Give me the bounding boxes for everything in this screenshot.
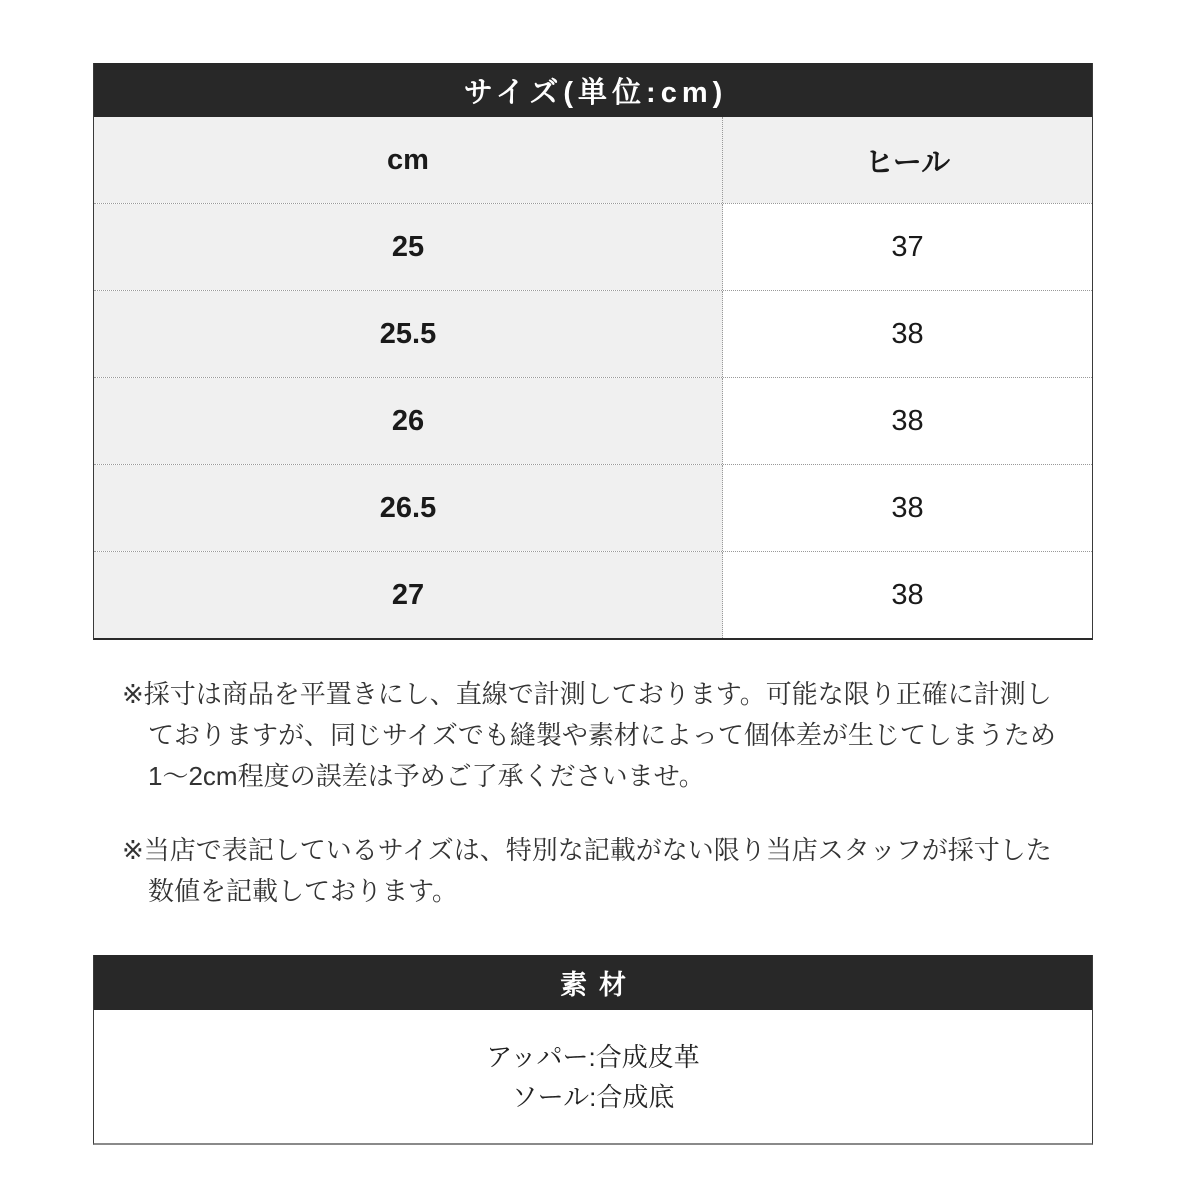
staff-measured-note [122,830,1082,912]
size-table-header-row [94,117,1092,203]
material-box [93,955,1093,1145]
size-table-title: サイズ(単位:cm) [463,76,728,109]
table-row [94,203,1092,290]
table-row [94,377,1092,464]
size-cell: 25.5 [94,291,723,377]
material-title: 素材 [560,970,638,1000]
note-line: 数値を記載しております。 [148,876,458,906]
heel-cell: 38 [723,552,1092,638]
size-cell: 27 [94,552,723,638]
notes-section [122,674,1082,912]
size-cell: 25 [94,204,723,290]
column-header-heel: ヒール [723,117,1092,203]
heel-cell: 38 [723,465,1092,551]
table-row [94,290,1092,377]
note-line: 1〜2cm程度の誤差は予めご了承くださいませ。 [148,761,705,791]
column-header-size: cm [94,117,723,203]
material-title-bar [94,955,1092,1010]
measurement-note [122,674,1082,797]
size-table-title-bar [94,63,1092,117]
material-upper: アッパー:合成皮革 [486,1041,700,1072]
heel-cell: 38 [723,291,1092,377]
heel-cell: 37 [723,204,1092,290]
size-cell: 26 [94,378,723,464]
size-cell: 26.5 [94,465,723,551]
note-line: ておりますが、同じサイズでも縫製や素材によって個体差が生じてしまうため [148,720,1056,750]
size-table [93,63,1093,640]
material-sole: ソール:合成底 [511,1081,675,1112]
material-body [94,1010,1092,1143]
note-line: ※当店で表記しているサイズは、特別な記載がない限り当店スタッフが採寸した [122,835,1052,865]
table-row [94,464,1092,551]
note-line: ※採寸は商品を平置きにし、直線で計測しております。可能な限り正確に計測し [122,679,1052,709]
table-row [94,551,1092,638]
heel-cell: 38 [723,378,1092,464]
